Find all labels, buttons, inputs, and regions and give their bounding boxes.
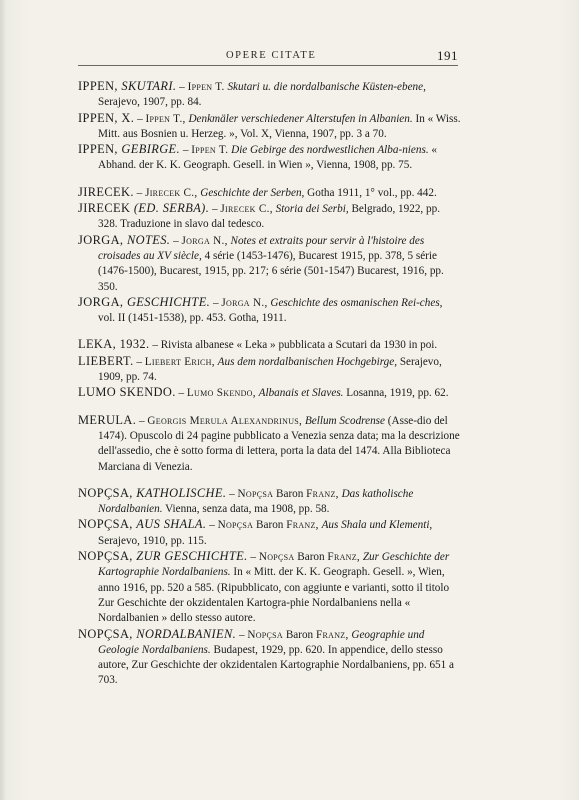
entry-author-rank: Baron xyxy=(283,628,316,641)
entry-title: Geschichte der Serben, xyxy=(200,186,305,199)
entry-author: Nopçsa xyxy=(237,487,274,500)
entry-title: Bellum Scodrense xyxy=(304,414,385,427)
entry-title: Skutari u. die nordalbanische Küsten-ebene, xyxy=(227,81,426,93)
entry-details: 4 série (1453-1476), Bucarest 1915, pp. 378, 5 série (1476-1500), Bucarest, 1915, pp. 217; 6 série (501-1547) Bucarest, 1916, pp. 350. xyxy=(98,249,444,293)
entry-title: Albanais et Slaves. xyxy=(258,387,344,400)
entry-key-italic: AUS SHALA. xyxy=(136,517,207,532)
entry-key-italic: (ED. SERBA). xyxy=(133,201,210,216)
entry-separator: – xyxy=(170,234,182,247)
entry-key-italic: SKUTARI. xyxy=(121,79,177,93)
entry-details: Rivista albanese « Leka » pubblicata a Scutari da 1930 in poi. xyxy=(160,339,438,352)
entry-title: Denkmäler verschiedener Alterstufen in Albanien. xyxy=(188,112,413,125)
entry-key: LUMO SKENDO. xyxy=(78,385,176,400)
bibliography-entry-ippen-x xyxy=(78,111,462,143)
bibliography-entry-jirecek xyxy=(78,185,462,201)
bibliography-entry-leka xyxy=(78,337,462,353)
entry-separator: – xyxy=(210,296,222,309)
entry-author: Jirecek C., xyxy=(145,186,198,199)
bibliography-entry-lumo-skendo xyxy=(78,385,462,401)
entry-key: IPPEN, xyxy=(78,142,122,157)
bibliography-entry-jorga-notes xyxy=(78,233,462,295)
entry-key: JIRECEK. xyxy=(78,184,134,199)
entry-details: Serajevo, 1910, pp. 115. xyxy=(98,534,207,547)
entry-separator: – xyxy=(209,203,221,216)
entry-author: Ippen T. xyxy=(187,81,225,93)
entry-key: NOPÇSA, xyxy=(78,517,137,532)
page-spine-shadow xyxy=(0,0,6,800)
entry-author: Jorga N., xyxy=(221,296,268,309)
entry-author-firstname: Franz, xyxy=(286,519,319,532)
entry-separator: – xyxy=(175,387,187,400)
entry-author-rank: Baron xyxy=(253,519,287,532)
bibliography-entry-nopcsa-katholische xyxy=(78,486,462,518)
bibliography-entry-nopcsa-zur-geschichte xyxy=(78,549,462,626)
entry-key: JORGA, xyxy=(78,294,127,309)
entry-details: (Asse-dio del 1474). Opuscolo di 24 pagine pubblicato a Venezia senza data; ma la descrizione dell'assedio, che è sotto forma di lettera, porta la data del 1474. Alla Biblioteca Marciana di Venezia. xyxy=(98,414,460,473)
entry-details: Vienna, senza data, ma 1908, pp. 58. xyxy=(162,503,330,516)
entry-author: Liebert Erich, xyxy=(144,355,215,368)
entry-details: Budapest, 1929, pp. 620. In appendice, dello stesso autore, Zur Geschichte der okzidentalen Kartographie Nordalbaniens, pp. 651 a 703. xyxy=(98,643,455,687)
entry-key-italic: ZUR GESCHICHTE. xyxy=(136,549,248,564)
entry-author: Jirecek C., xyxy=(220,203,273,216)
entry-title: Aus dem nordalbanischen Hochgebirge, xyxy=(217,355,398,368)
header-rule xyxy=(78,65,458,66)
bibliography-entry-nopcsa-nordalbanien xyxy=(78,627,462,689)
entry-separator: – xyxy=(206,519,218,532)
entry-separator: – xyxy=(226,487,238,500)
entry-details: vol. II (1451-1538), pp. 453. Gotha, 1911. xyxy=(98,312,287,325)
entry-author-firstname: Franz, xyxy=(306,487,339,500)
page-header xyxy=(78,48,458,66)
entry-title: Notes et extraits pour servir à l'histoire des croisades au XV siècle, xyxy=(98,234,425,262)
entry-title: Die Gebirge des nordwestlichen Alba-niens. xyxy=(231,144,429,157)
entry-author: Georgis Merula Alexandrinus, xyxy=(147,414,303,427)
entry-key-italic: GEBIRGE. xyxy=(121,142,181,157)
entry-separator: – xyxy=(134,112,146,125)
entry-key: NOPÇSA, xyxy=(78,549,137,564)
entry-key-italic: KATHOLISCHE. xyxy=(136,485,227,500)
bibliography-entry-ippen-gebirge xyxy=(78,142,462,174)
entry-key: LEKA, 1932. xyxy=(78,337,150,352)
entry-key: MERULA. xyxy=(78,412,137,427)
entry-separator: – xyxy=(180,144,192,157)
page-number: 191 xyxy=(437,48,458,63)
bibliography-entry-merula xyxy=(78,413,462,475)
bibliography-entry-jorga-geschichte xyxy=(78,295,462,327)
entry-author-rank: Baron xyxy=(273,487,307,500)
entry-key: LIEBERT. xyxy=(78,353,134,368)
entry-details: Serajevo, 1907, pp. 84. xyxy=(98,96,202,109)
entry-author-firstname: Franz, xyxy=(315,628,349,641)
bibliography-entry-nopcsa-aus-shala xyxy=(78,517,462,549)
entry-author-firstname: Franz, xyxy=(327,551,361,564)
entry-details: Losanna, 1919, pp. 62. xyxy=(343,387,449,400)
entry-details: Belgrado, 1922, pp. 328. Traduzione in slavo dal tedesco. xyxy=(98,203,440,231)
entry-author: Nopçsa xyxy=(217,519,254,532)
entry-key: NOPÇSA, xyxy=(78,485,137,500)
entry-separator: – xyxy=(136,414,148,427)
entry-key: NOPÇSA, xyxy=(78,626,137,641)
entry-key-italic: NORDALBANIEN. xyxy=(136,626,237,641)
entry-key: IPPEN, xyxy=(78,79,122,93)
entry-details: In « Wiss. Mitt. aus Bosnien u. Herzeg. », Vol. X, Vienna, 1907, pp. 3 a 70. xyxy=(98,112,461,140)
entry-author-rank: Baron xyxy=(294,551,328,564)
entry-key-italic: NOTES. xyxy=(126,232,171,247)
entry-details: « Abhand. der K. K. Geograph. Gesell. in Wien », Vienna, 1908, pp. 75. xyxy=(98,144,438,172)
entry-separator: – xyxy=(133,355,145,368)
entry-key: JORGA, xyxy=(78,232,127,247)
bibliography-entry-jirecek-serba xyxy=(78,201,462,233)
entry-separator: – xyxy=(247,551,259,564)
entry-author: Ippen T., xyxy=(145,112,186,125)
entry-separator: – xyxy=(149,339,161,352)
entry-details: Serajevo, 1909, pp. 74. xyxy=(98,355,442,384)
entry-key-italic: GESCHICHTE. xyxy=(126,294,211,309)
entry-title: Geschichte des osmanischen Rei-ches, xyxy=(270,296,443,309)
bibliography-entry-ippen-skutari xyxy=(78,79,462,111)
entry-author: Nopçsa xyxy=(247,628,284,641)
entry-key: JIRECEK xyxy=(78,201,134,216)
bibliography-list xyxy=(78,79,462,689)
bibliography-entry-liebert xyxy=(78,354,462,386)
entry-details: In « Mitt. der K. K. Geograph. Gesell. », Wien, anno 1916, pp. 520 a 585. (Ripubblicato, con aggiunte e varianti, sotto il titolo Zur Geschichte der okzidentalen Kartogra-phie Nordalbaniens nella « Nordalbanien » dello stesso autore. xyxy=(98,566,450,625)
entry-separator: – xyxy=(176,81,188,93)
entry-title: Das katholische Nordalbanien. xyxy=(98,487,414,516)
entry-author: Lumo Skendo, xyxy=(186,387,256,400)
entry-author: Ippen T. xyxy=(191,144,229,157)
entry-separator: – xyxy=(236,628,248,641)
entry-key: IPPEN, X. xyxy=(78,110,135,125)
running-title: OPERE CITATE xyxy=(226,50,317,61)
entry-separator: – xyxy=(133,186,146,199)
entry-title: Geographie und Geologie Nordalbaniens. xyxy=(98,628,425,656)
entry-details: Gotha 1911, 1° vol., pp. 442. xyxy=(304,186,437,199)
entry-title: Storia dei Serbi, xyxy=(275,203,349,216)
entry-author: Jorga N., xyxy=(181,234,228,247)
entry-title: Aus Shala und Klementi, xyxy=(321,519,433,532)
entry-author: Nopçsa xyxy=(258,551,295,564)
entry-title: Zur Geschichte der Kartographie Nordalbaniens. xyxy=(98,551,450,579)
